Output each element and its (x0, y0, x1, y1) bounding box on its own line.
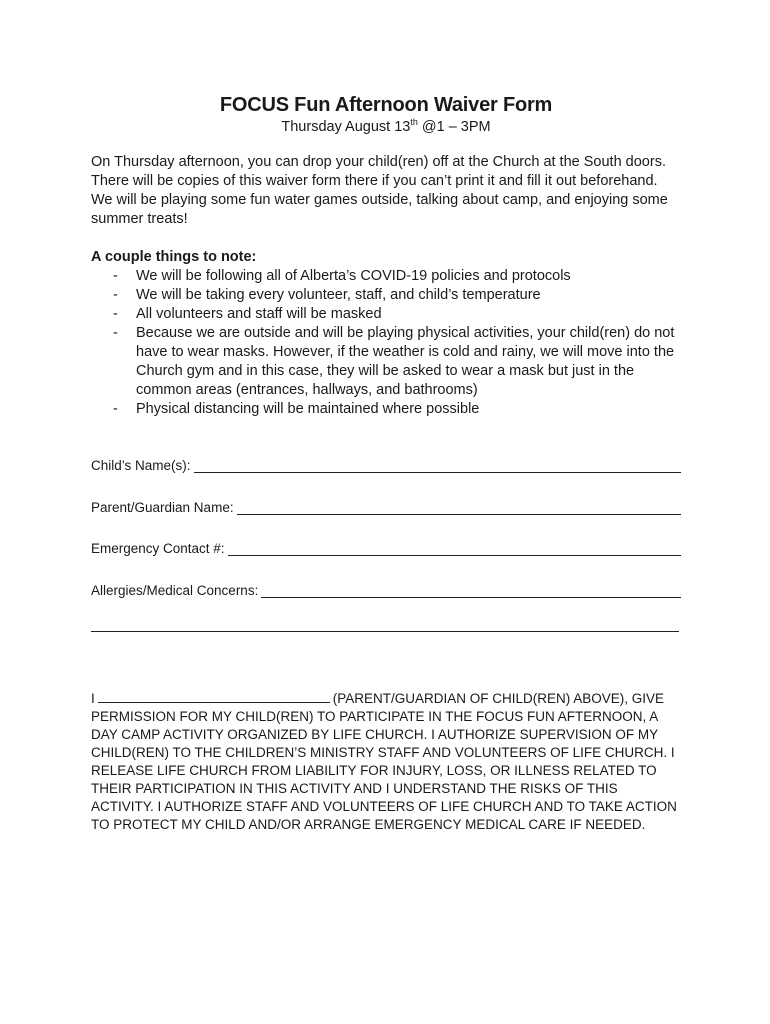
note-text: We will be following all of Alberta’s COVID-19 policies and protocols (136, 268, 571, 284)
form-title: FOCUS Fun Afternoon Waiver Form (219, 94, 553, 116)
waiver-form (91, 92, 681, 834)
list-item: - We will be taking every volunteer, staff, and child’s temperature (113, 287, 541, 303)
consent-paragraph (91, 690, 681, 834)
event-time: @1 – 3PM (417, 119, 491, 135)
event-date (91, 117, 681, 137)
emergency-contact-label: Emergency Contact #: (91, 541, 225, 556)
child-name-label: Child’s Name(s): (91, 458, 191, 473)
list-item: - We will be following all of Alberta’s COVID-19 policies and protocols (113, 268, 571, 284)
list-item: - Physical distancing will be maintained where possible (113, 401, 480, 417)
event-date-suffix: th (410, 117, 418, 128)
emergency-contact-field (91, 536, 681, 556)
intro-paragraph: On Thursday afternoon, you can drop your child(ren) off at the Church at the South doors. There will be copies of this waiver form there if you can’t print it and fill it out beforehand. We will be playing some fun water games outside, talking about camp, and enjoying some summer treats! (91, 154, 668, 227)
form-fields (91, 453, 681, 632)
notes-list (91, 267, 681, 419)
allergies-input-line[interactable] (261, 583, 681, 598)
notes-heading: A couple things to note: (91, 249, 257, 265)
child-name-input-line[interactable] (194, 458, 681, 473)
emergency-contact-input-line[interactable] (228, 541, 681, 556)
consent-name-line[interactable] (98, 691, 330, 703)
list-item: - All volunteers and staff will be masked (113, 306, 382, 322)
consent-prefix: I (91, 691, 95, 706)
allergies-extra-line[interactable] (91, 617, 679, 632)
event-date-prefix: Thursday August 13 (281, 119, 411, 135)
guardian-name-label: Parent/Guardian Name: (91, 499, 234, 515)
child-name-field (91, 453, 681, 473)
list-item: - Because we are outside and will be playing physical activities, your child(ren) do not have to wear masks. However, if the weather is cold and rainy, we will move into the Church gym and in this case, they will be asked to wear a mask but just in the common areas (entrances, hallways, and bathrooms) (113, 325, 675, 398)
note-text: Physical distancing will be maintained where possible (136, 401, 480, 417)
guardian-name-input-line[interactable] (237, 500, 681, 515)
allergies-label: Allergies/Medical Concerns: (91, 582, 259, 598)
note-text: We will be taking every volunteer, staff, and child’s temperature (136, 287, 541, 303)
consent-text: (PARENT/GUARDIAN OF CHILD(REN) ABOVE), GIVE PERMISSION FOR MY CHILD(REN) TO PARTICIPATE IN THE FOCUS FUN AFTERNOON, A DAY CAMP ACTIVITY ORGANIZED BY LIFE CHURCH. I AUTHORIZE SUPERVISION OF MY CHILD(REN) TO THE CHILDREN’S MINISTRY STAFF AND VOLUNTEERS OF LIFE CHURCH. I RELEASE LIFE CHURCH FROM LIABILITY FOR INJURY, LOSS, OR ILLNESS RELATED TO THEIR PARTICIPATION IN THIS ACTIVITY AND I UNDERSTAND THE RISKS OF THIS ACTIVITY. I AUTHORIZE STAFF AND VOLUNTEERS OF LIFE CHURCH AND TO TAKE ACTION TO PROTECT MY CHILD AND/OR ARRANGE EMERGENCY MEDICAL CARE IF NEEDED. (91, 691, 677, 832)
allergies-field (91, 578, 681, 598)
guardian-name-field (91, 495, 681, 515)
note-text: Because we are outside and will be playing physical activities, your child(ren) do not have to wear masks. However, if the weather is cold and rainy, we will move into the Church gym and in this case, they will be asked to wear a mask but just in the common areas (entrances, hallways, and bathrooms) (136, 325, 675, 398)
note-text: All volunteers and staff will be masked (136, 306, 382, 322)
